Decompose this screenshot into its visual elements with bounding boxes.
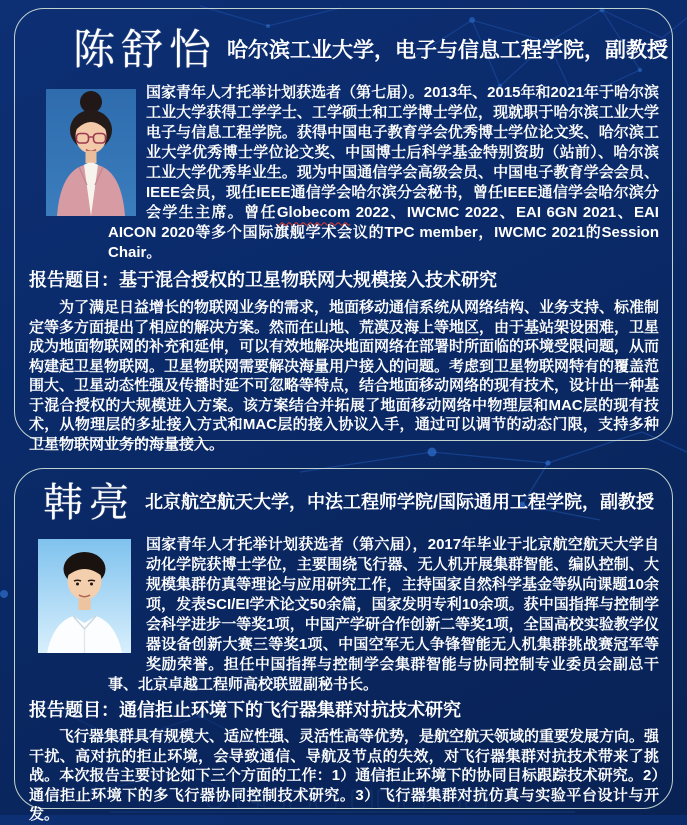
- report-title-row: [29, 699, 659, 721]
- speaker-bio: [108, 535, 659, 695]
- bio-section: [108, 83, 659, 263]
- speaker-bio: [108, 83, 659, 263]
- speaker-affiliation: 哈尔滨工业大学，电子与信息工程学院，副教授: [227, 38, 669, 62]
- speaker-name: 陈舒怡: [73, 25, 218, 74]
- bio-section: [108, 535, 659, 695]
- speaker-photo: [38, 539, 131, 653]
- speaker-card-chen: [14, 8, 673, 453]
- bio-text: 国家青年人才托举计划获选者（第七届）。2013年、2015年和2021年于哈尔滨工业大学获得工学学士、工学硕士和工学博士学位，现就职于哈尔滨工业大学电子与信息工程学院。获得中国电子教育学会优秀博士学位论文奖、哈尔滨工业大学优秀博士学位论文奖、中国博士后科学基金特别资助（站前）、哈尔滨工业大学优秀毕业生。现为中国通信学会高级会员、中国电子教育学会会员、IEEE会员，现任IEEE通信学会哈尔滨分会秘书，曾任IEEE通信学会哈尔滨分会学生主席。曾任: [146, 84, 659, 222]
- speaker-photo: [46, 89, 136, 216]
- report-title: 基于混合授权的卫星物联网大规模接入技术研究: [119, 270, 497, 291]
- bio-text: 国家青年人才托举计划获选者（第六届），2017年毕业于北京航空航天大学自动化学院获博士学位，主要围绕飞行器、无人机开展集群智能、编队控制、大规模集群仿真等理论与应用研究工作，主持国家自然科学基金等纵向课题10余项，发表SCI/EI学术论文50余篇，国家发明专利10余项。获中国指挥与控制学会科学进步一等奖1项，中国产学研合作创新二等奖1项，全国高校实验教学仪器设备创新大赛三等奖1项、中国空军无人争锋智能无人机集群挑战赛冠军等奖励荣誉。担任中国指挥与控制学会集群智能与协同控制专业委员会副总干事、北京卓越工程师高校联盟副秘书长。: [108, 536, 659, 693]
- bio-flagged-word: Globecom: [276, 204, 351, 222]
- bio-text-continued: 2022、IWCMC 2022、EAI 6GN 2021、EAI AICON 2020等多个国际旗舰学术会议的TPC member，IWCMC 2021的Session Chair。: [108, 204, 659, 262]
- speaker-name: 韩亮: [43, 480, 135, 526]
- speaker-affiliation: 北京航空航天大学，中法工程师学院/国际通用工程学院，副教授: [145, 492, 654, 513]
- report-title: 通信拒止环境下的飞行器集群对抗技术研究: [119, 700, 461, 720]
- speaker-card-han: [14, 468, 673, 823]
- female-portrait-illustration: [46, 89, 136, 216]
- male-portrait-illustration: [38, 539, 131, 653]
- report-label: 报告题目：: [29, 270, 119, 291]
- speaker-header: [15, 469, 672, 527]
- speaker-header: [15, 9, 672, 75]
- report-abstract: 为了满足日益增长的物联网业务的需求，地面移动通信系统从网络结构、业务支持、标准制定等多方面提出了相应的解决方案。然而在山地、荒漠及海上等地区，由于基站架设困难，卫星成为地面物联网的补充和延伸，可以有效地解决地面网络在部署时所面临的环境受限问题，从而构建起卫星物联网。卫星物联网需要解决海量用户接入的问题。考虑到卫星物联网特有的覆盖范围大、卫星动态性强及传播时延不可忽略等特点，结合地面移动网络的现有技术，设计出一种基于混合授权的大规模进入方案。该方案结合并拓展了地面移动网络中物理层和MAC层的现有技术，从物理层的多址接入方式和MAC层的接入协议入手，通过可以调节的动态门限，支持多种卫星物联网业务的海量接入。: [29, 299, 660, 453]
- report-label: 报告题目：: [29, 700, 119, 720]
- report-abstract: 飞行器集群具有规模大、适应性强、灵活性高等优势，是航空航天领域的重要发展方向。强干扰、高对抗的拒止环境，会导致通信、导航及节点的失效，对飞行器集群对抗技术带来了挑战。本次报告主要讨论如下三个方面的工作：1）通信拒止环境下的协同目标跟踪技术研究。2）通信拒止环境下的多飞行器协同控制技术研究。3）飞行器集群对抗仿真与实验平台设计与开发。: [29, 728, 660, 823]
- report-title-row: [29, 269, 659, 291]
